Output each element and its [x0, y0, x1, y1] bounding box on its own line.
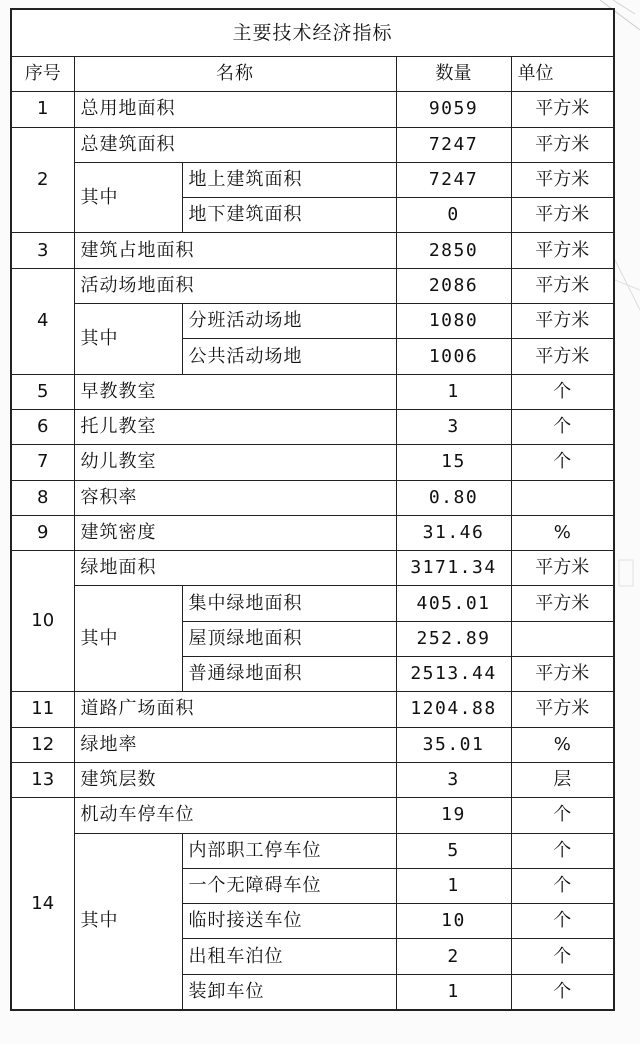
table-row	[11, 92, 614, 127]
header-unit: 单位	[511, 57, 614, 92]
subrow-name: 公共活动场地	[182, 339, 396, 374]
subrow-unit: 平方米	[511, 162, 614, 197]
row-seq: 2	[11, 127, 74, 233]
table-row	[11, 409, 614, 444]
row-name: 活动场地面积	[74, 268, 396, 303]
subrow-name: 分班活动场地	[182, 304, 396, 339]
subrow-qty: 7247	[396, 162, 511, 197]
table-row	[11, 127, 614, 162]
row-seq: 5	[11, 374, 74, 409]
subrow-unit: 个	[511, 974, 614, 1010]
row-seq: 6	[11, 409, 74, 444]
table-row	[11, 727, 614, 762]
row-unit: 平方米	[511, 551, 614, 586]
header-name: 名称	[74, 57, 396, 92]
row-seq: 14	[11, 798, 74, 1010]
row-qty: 3	[396, 409, 511, 444]
subrow-unit: 平方米	[511, 586, 614, 621]
table-subrow	[11, 304, 614, 339]
row-unit	[511, 480, 614, 515]
row-unit: 个	[511, 409, 614, 444]
row-seq: 13	[11, 762, 74, 797]
sub-group-label: 其中	[74, 304, 182, 375]
row-unit: 平方米	[511, 92, 614, 127]
row-name: 绿地率	[74, 727, 396, 762]
header-seq: 序号	[11, 57, 74, 92]
subrow-name: 屋顶绿地面积	[182, 621, 396, 656]
economic-indicators-table	[10, 8, 615, 1011]
row-name: 托儿教室	[74, 409, 396, 444]
row-name: 建筑密度	[74, 515, 396, 550]
row-name: 总建筑面积	[74, 127, 396, 162]
row-unit: %	[511, 515, 614, 550]
table-row	[11, 233, 614, 268]
sub-group-label: 其中	[74, 586, 182, 692]
header-row	[11, 57, 614, 92]
row-unit: 平方米	[511, 127, 614, 162]
row-seq: 10	[11, 551, 74, 692]
row-seq: 12	[11, 727, 74, 762]
sub-group-label: 其中	[74, 833, 182, 1010]
row-unit: 个	[511, 445, 614, 480]
subrow-unit	[511, 621, 614, 656]
row-unit: 平方米	[511, 233, 614, 268]
table-title: 主要技术经济指标	[11, 9, 614, 57]
row-qty: 3	[396, 762, 511, 797]
subrow-qty: 0	[396, 198, 511, 233]
subrow-qty: 2513.44	[396, 657, 511, 692]
subrow-qty: 10	[396, 904, 511, 939]
table-subrow	[11, 162, 614, 197]
row-unit: 平方米	[511, 268, 614, 303]
table-row	[11, 798, 614, 833]
table-row	[11, 762, 614, 797]
row-seq: 3	[11, 233, 74, 268]
subrow-name: 地下建筑面积	[182, 198, 396, 233]
table-row	[11, 692, 614, 727]
subrow-unit: 平方米	[511, 304, 614, 339]
header-qty: 数量	[396, 57, 511, 92]
subrow-qty: 405.01	[396, 586, 511, 621]
row-qty: 9059	[396, 92, 511, 127]
row-unit: %	[511, 727, 614, 762]
subrow-name: 普通绿地面积	[182, 657, 396, 692]
subrow-qty: 252.89	[396, 621, 511, 656]
row-qty: 1204.88	[396, 692, 511, 727]
row-seq: 1	[11, 92, 74, 127]
table-row	[11, 551, 614, 586]
row-qty: 2086	[396, 268, 511, 303]
row-seq: 4	[11, 268, 74, 374]
subrow-qty: 5	[396, 833, 511, 868]
row-name: 绿地面积	[74, 551, 396, 586]
row-name: 容积率	[74, 480, 396, 515]
sub-group-label: 其中	[74, 162, 182, 233]
row-seq: 7	[11, 445, 74, 480]
row-seq: 11	[11, 692, 74, 727]
subrow-qty: 1	[396, 974, 511, 1010]
table-row	[11, 374, 614, 409]
subrow-name: 一个无障碍车位	[182, 868, 396, 903]
table-title-row	[11, 9, 614, 57]
subrow-name: 出租车泊位	[182, 939, 396, 974]
row-qty: 31.46	[396, 515, 511, 550]
subrow-unit: 平方米	[511, 657, 614, 692]
table-row	[11, 445, 614, 480]
subrow-qty: 2	[396, 939, 511, 974]
table-row	[11, 480, 614, 515]
subrow-name: 地上建筑面积	[182, 162, 396, 197]
table-row	[11, 268, 614, 303]
table-subrow	[11, 586, 614, 621]
subrow-unit: 个	[511, 939, 614, 974]
row-name: 总用地面积	[74, 92, 396, 127]
row-qty: 35.01	[396, 727, 511, 762]
row-unit: 层	[511, 762, 614, 797]
row-qty: 19	[396, 798, 511, 833]
row-name: 建筑层数	[74, 762, 396, 797]
subrow-qty: 1006	[396, 339, 511, 374]
row-seq: 8	[11, 480, 74, 515]
row-unit: 平方米	[511, 692, 614, 727]
subrow-qty: 1	[396, 868, 511, 903]
row-seq: 9	[11, 515, 74, 550]
subrow-unit: 个	[511, 868, 614, 903]
row-name: 幼儿教室	[74, 445, 396, 480]
row-name: 早教教室	[74, 374, 396, 409]
row-name: 机动车停车位	[74, 798, 396, 833]
subrow-unit: 平方米	[511, 198, 614, 233]
row-qty: 1	[396, 374, 511, 409]
row-qty: 0.80	[396, 480, 511, 515]
row-qty: 3171.34	[396, 551, 511, 586]
subrow-unit: 平方米	[511, 339, 614, 374]
subrow-name: 集中绿地面积	[182, 586, 396, 621]
row-qty: 7247	[396, 127, 511, 162]
subrow-name: 内部职工停车位	[182, 833, 396, 868]
subrow-name: 装卸车位	[182, 974, 396, 1010]
subrow-unit: 个	[511, 904, 614, 939]
table-row	[11, 515, 614, 550]
row-qty: 2850	[396, 233, 511, 268]
row-qty: 15	[396, 445, 511, 480]
row-name: 道路广场面积	[74, 692, 396, 727]
row-unit: 个	[511, 374, 614, 409]
row-name: 建筑占地面积	[74, 233, 396, 268]
subrow-unit: 个	[511, 833, 614, 868]
row-unit: 个	[511, 798, 614, 833]
table-subrow	[11, 833, 614, 868]
subrow-name: 临时接送车位	[182, 904, 396, 939]
subrow-qty: 1080	[396, 304, 511, 339]
